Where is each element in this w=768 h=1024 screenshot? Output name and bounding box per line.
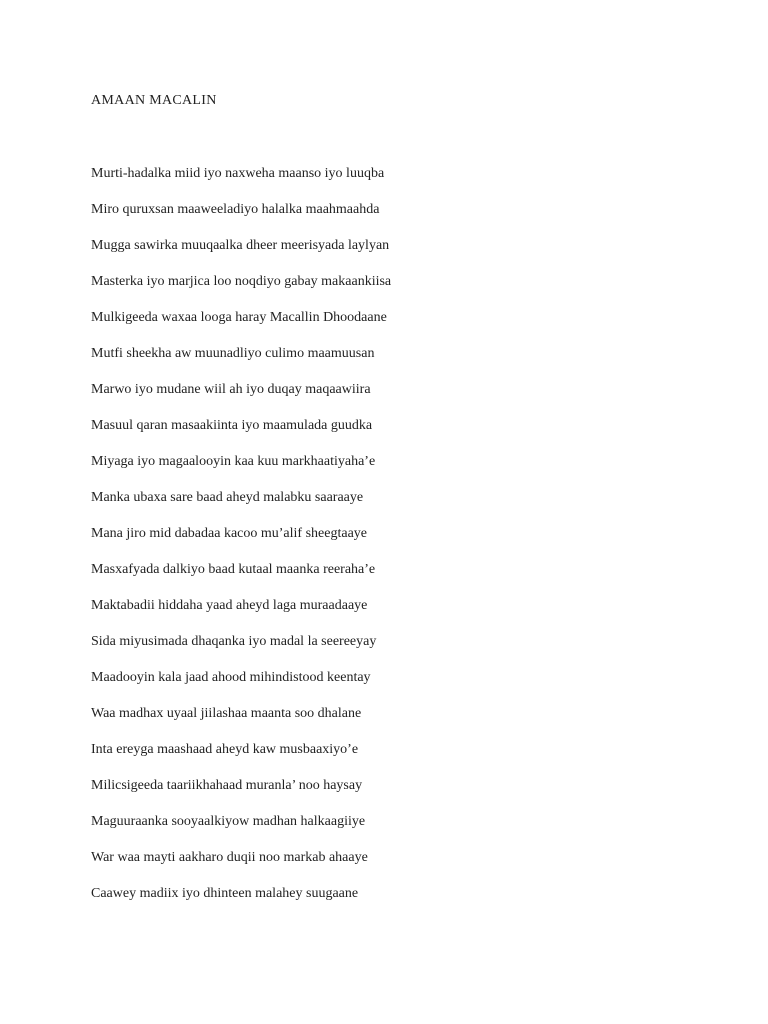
poem-line: Masterka iyo marjica loo noqdiyo gabay makaankiisa [91,274,392,289]
poem-line: Maktabadii hiddaha yaad aheyd laga muraadaaye [91,598,368,613]
poem-lines [91,164,391,920]
poem-line: War waa mayti aakharo duqii noo markab ahaaye [91,850,368,865]
poem-line: Miro quruxsan maaweeladiyo halalka maahmaahda [91,202,380,217]
poem-line: Maadooyin kala jaad ahood mihindistood keentay [91,670,371,685]
poem-line: Masxafyada dalkiyo baad kutaal maanka reeraha’e [91,562,376,577]
document-title: AMAAN MACALIN [91,93,217,108]
poem-line: Manka ubaxa sare baad aheyd malabku saaraaye [91,490,364,505]
poem-line: Murti-hadalka miid iyo naxweha maanso iyo luuqba [91,166,385,181]
poem-line: Mana jiro mid dabadaa kacoo mu’alif sheegtaaye [91,526,367,541]
poem-line: Maguuraanka sooyaalkiyow madhan halkaagiiye [91,814,366,829]
poem-line: Inta ereyga maashaad aheyd kaw musbaaxiyo’e [91,742,359,757]
poem-line: Mulkigeeda waxaa looga haray Macallin Dhoodaane [91,310,387,325]
poem-line: Mutfi sheekha aw muunadliyo culimo maamuusan [91,346,375,361]
poem-line: Marwo iyo mudane wiil ah iyo duqay maqaawiira [91,382,371,397]
poem-line: Miyaga iyo magaalooyin kaa kuu markhaatiyaha’e [91,454,376,469]
poem-line: Caawey madiix iyo dhinteen malahey suugaane [91,886,359,901]
poem-line: Waa madhax uyaal jiilashaa maanta soo dhalane [91,706,362,721]
poem-line: Masuul qaran masaakiinta iyo maamulada guudka [91,418,373,433]
poem-line: Sida miyusimada dhaqanka iyo madal la seereeyay [91,634,377,649]
poem-line: Mugga sawirka muuqaalka dheer meerisyada laylyan [91,238,390,253]
poem-line: Milicsigeeda taariikhahaad muranla’ noo haysay [91,778,363,793]
